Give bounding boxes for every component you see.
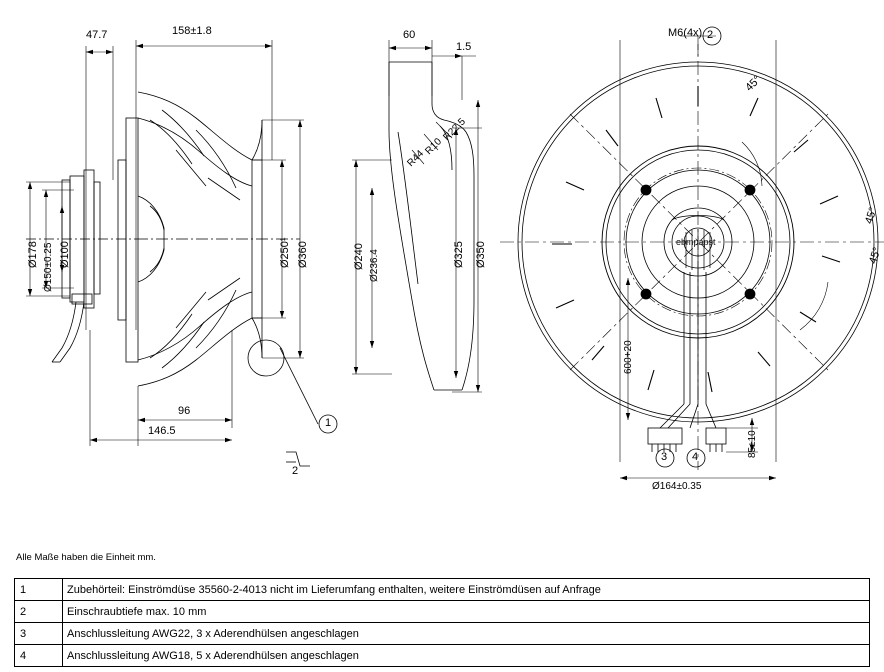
dim-45deg-a: 45°	[743, 73, 764, 94]
dim-600: 600+20	[623, 340, 634, 374]
dim-47-7: 47.7	[86, 29, 108, 41]
dim-85: 85±10	[747, 430, 758, 458]
dim-146-5: 146.5	[148, 425, 176, 437]
dim-d360: Ø360	[297, 241, 309, 268]
dim-r44: R44	[405, 148, 427, 170]
dim-60: 60	[403, 29, 416, 41]
table-row	[15, 645, 870, 667]
dim-r22-5: R22.5	[441, 116, 468, 144]
dim-d240: Ø240	[353, 243, 365, 270]
dim-45deg-b: 45°	[863, 205, 880, 226]
balloon-3: 3	[661, 451, 668, 463]
dim-96: 96	[178, 405, 191, 417]
dim-158: 158±1.8	[172, 25, 212, 37]
brand-label: ebmpapst	[676, 237, 716, 247]
dim-r10: R10	[423, 136, 445, 158]
balloon-2: 2	[707, 29, 714, 41]
table-row	[15, 623, 870, 645]
legend-number: 1	[15, 579, 63, 601]
dim-d150: Ø150±0.25	[43, 242, 54, 292]
legend-number: 3	[15, 623, 63, 645]
dim-d325: Ø325	[453, 241, 465, 268]
legend-table	[14, 578, 870, 667]
balloon-4: 4	[692, 451, 699, 463]
legend-text: Einschraubtiefe max. 10 mm	[63, 601, 870, 623]
legend-number: 4	[15, 645, 63, 667]
dim-d236-4: Ø236.4	[369, 249, 380, 282]
dim-d100: Ø100	[59, 241, 71, 268]
dim-2: 2	[292, 465, 299, 477]
table-row	[15, 601, 870, 623]
legend-number: 2	[15, 601, 63, 623]
dim-d350: Ø350	[475, 241, 487, 268]
dim-1-5: 1.5	[456, 41, 472, 53]
dim-m6-4x: M6(4x)	[668, 27, 703, 39]
legend-text: Anschlussleitung AWG18, 5 x Aderendhülsen angeschlagen	[63, 645, 870, 667]
legend-text: Zubehörteil: Einströmdüse 35560-2-4013 nicht im Lieferumfang enthalten, weitere Einströmdüsen auf Anfrage	[63, 579, 870, 601]
dim-d250: Ø250¹	[279, 237, 291, 268]
legend-text: Anschlussleitung AWG22, 3 x Aderendhülsen angeschlagen	[63, 623, 870, 645]
dim-d164: Ø164±0.35	[652, 481, 702, 492]
table-row	[15, 579, 870, 601]
dim-d178: Ø178	[27, 241, 39, 268]
balloon-1: 1	[325, 417, 332, 429]
dim-45deg-c: 45°	[867, 245, 884, 266]
units-note: Alle Maße haben die Einheit mm.	[16, 552, 156, 563]
